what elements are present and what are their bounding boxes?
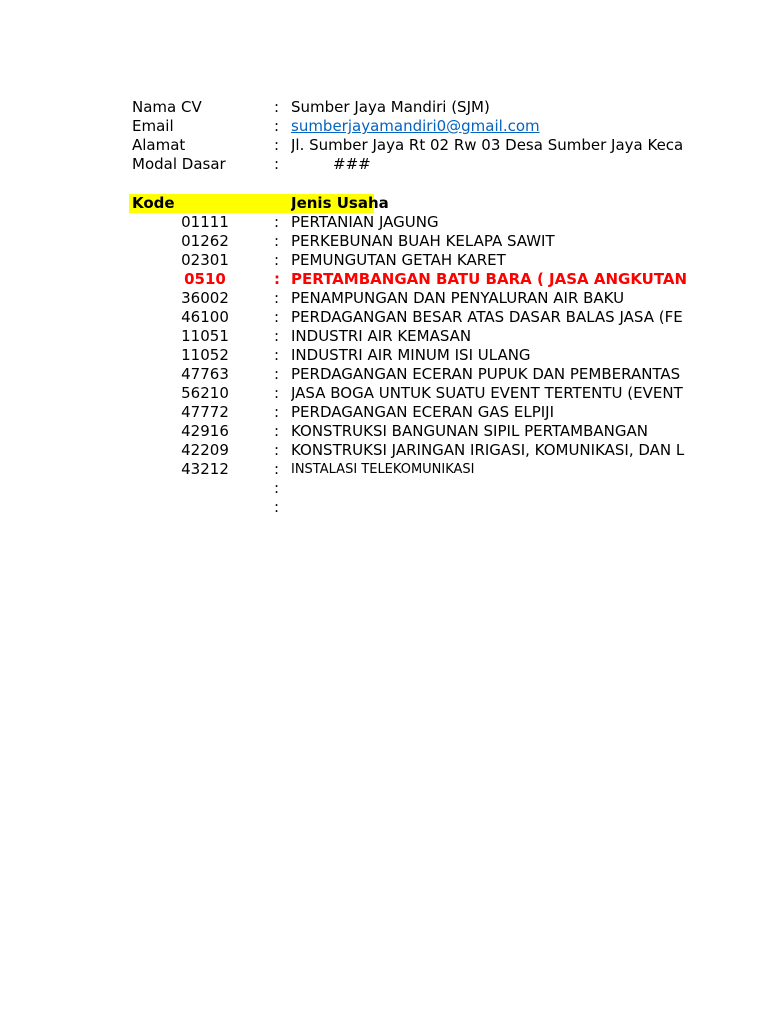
table-row bbox=[0, 403, 768, 422]
kode-cell: 42209 bbox=[181, 441, 229, 459]
table-row bbox=[0, 289, 768, 308]
nama-value: Sumber Jaya Mandiri (SJM) bbox=[291, 98, 490, 116]
colon-cell: : bbox=[274, 422, 280, 440]
colon-cell: : bbox=[274, 213, 280, 231]
colon-cell: : bbox=[274, 327, 280, 345]
kode-cell bbox=[132, 498, 272, 517]
jenis-usaha-cell bbox=[291, 479, 696, 498]
table-row bbox=[0, 232, 768, 251]
modal-label: Modal Dasar bbox=[132, 155, 226, 173]
table-row bbox=[0, 213, 768, 232]
jenis-usaha-cell bbox=[291, 498, 696, 517]
kode-cell: 11052 bbox=[181, 346, 229, 364]
alamat-label: Alamat bbox=[132, 136, 186, 154]
table-row bbox=[0, 270, 768, 289]
colon-cell: : bbox=[274, 403, 280, 421]
table-row bbox=[0, 441, 768, 460]
jenis-usaha-cell: INDUSTRI AIR KEMASAN bbox=[291, 327, 472, 345]
jenis-usaha-cell: JASA BOGA UNTUK SUATU EVENT TERTENTU (EVENT bbox=[291, 384, 683, 402]
colon-cell: : bbox=[274, 479, 280, 497]
alamat-value: Jl. Sumber Jaya Rt 02 Rw 03 Desa Sumber Jaya Keca bbox=[291, 136, 684, 154]
info-row-modal bbox=[0, 155, 768, 174]
table-row bbox=[0, 365, 768, 384]
kode-cell: 56210 bbox=[181, 384, 229, 402]
info-row-alamat bbox=[0, 136, 768, 155]
kode-cell: 01262 bbox=[181, 232, 229, 250]
nama-colon: : bbox=[274, 98, 280, 116]
colon-cell: : bbox=[274, 441, 280, 459]
jenis-usaha-cell: KONSTRUKSI JARINGAN IRIGASI, KOMUNIKASI, DAN L bbox=[291, 441, 685, 459]
jenis-usaha-cell: PERTANIAN JAGUNG bbox=[291, 213, 439, 231]
alamat-colon: : bbox=[274, 136, 280, 154]
table-row bbox=[0, 327, 768, 346]
kode-cell: 01111 bbox=[181, 213, 229, 231]
nama-label: Nama CV bbox=[132, 98, 202, 116]
kode-cell: 46100 bbox=[181, 308, 229, 326]
email-colon: : bbox=[274, 117, 280, 135]
colon-cell: : bbox=[274, 289, 280, 307]
jenis-usaha-cell: PEMUNGUTAN GETAH KARET bbox=[291, 251, 506, 269]
jenis-usaha-cell: PERDAGANGAN ECERAN GAS ELPIJI bbox=[291, 403, 555, 421]
kode-cell: 47763 bbox=[181, 365, 229, 383]
jenis-usaha-cell: INSTALASI TELEKOMUNIKASI bbox=[291, 462, 475, 477]
jenis-usaha-cell: INDUSTRI AIR MINUM ISI ULANG bbox=[291, 346, 531, 364]
jenis-usaha-cell: PERTAMBANGAN BATU BARA ( JASA ANGKUTAN bbox=[291, 270, 688, 288]
email-link[interactable]: sumberjayamandiri0@gmail.com bbox=[291, 117, 540, 135]
kode-cell: 47772 bbox=[181, 403, 229, 421]
modal-value: ### bbox=[333, 155, 371, 173]
jenis-usaha-cell: PERDAGANGAN ECERAN PUPUK DAN PEMBERANTAS bbox=[291, 365, 681, 383]
table-header bbox=[0, 194, 768, 213]
colon-cell: : bbox=[274, 270, 280, 288]
kode-cell: 02301 bbox=[181, 251, 229, 269]
header-jenis-usaha: Jenis Usaha bbox=[291, 194, 389, 212]
jenis-usaha-cell: PERKEBUNAN BUAH KELAPA SAWIT bbox=[291, 232, 555, 250]
colon-cell: : bbox=[274, 346, 280, 364]
kode-cell bbox=[132, 479, 272, 498]
kode-cell: 0510 bbox=[184, 270, 226, 288]
colon-cell: : bbox=[274, 384, 280, 402]
colon-cell: : bbox=[274, 308, 280, 326]
table-row bbox=[0, 498, 768, 517]
header-kode: Kode bbox=[132, 194, 175, 212]
jenis-usaha-cell: PENAMPUNGAN DAN PENYALURAN AIR BAKU bbox=[291, 289, 625, 307]
jenis-usaha-cell: KONSTRUKSI BANGUNAN SIPIL PERTAMBANGAN bbox=[291, 422, 648, 440]
colon-cell: : bbox=[274, 365, 280, 383]
table-row bbox=[0, 384, 768, 403]
table-row bbox=[0, 308, 768, 327]
info-row-nama bbox=[0, 98, 768, 117]
kode-cell: 11051 bbox=[181, 327, 229, 345]
colon-cell: : bbox=[274, 251, 280, 269]
table-row bbox=[0, 251, 768, 270]
kode-cell: 42916 bbox=[181, 422, 229, 440]
colon-cell: : bbox=[274, 460, 280, 478]
kode-cell: 36002 bbox=[181, 289, 229, 307]
jenis-usaha-cell: PERDAGANGAN BESAR ATAS DASAR BALAS JASA (FE bbox=[291, 308, 683, 326]
table-row bbox=[0, 422, 768, 441]
colon-cell: : bbox=[274, 498, 280, 516]
table-row bbox=[0, 460, 768, 479]
table-row bbox=[0, 479, 768, 498]
info-row-email bbox=[0, 117, 768, 136]
colon-cell: : bbox=[274, 232, 280, 250]
email-label: Email bbox=[132, 117, 174, 135]
table-row bbox=[0, 346, 768, 365]
kode-cell: 43212 bbox=[181, 460, 229, 478]
modal-colon: : bbox=[274, 155, 280, 173]
